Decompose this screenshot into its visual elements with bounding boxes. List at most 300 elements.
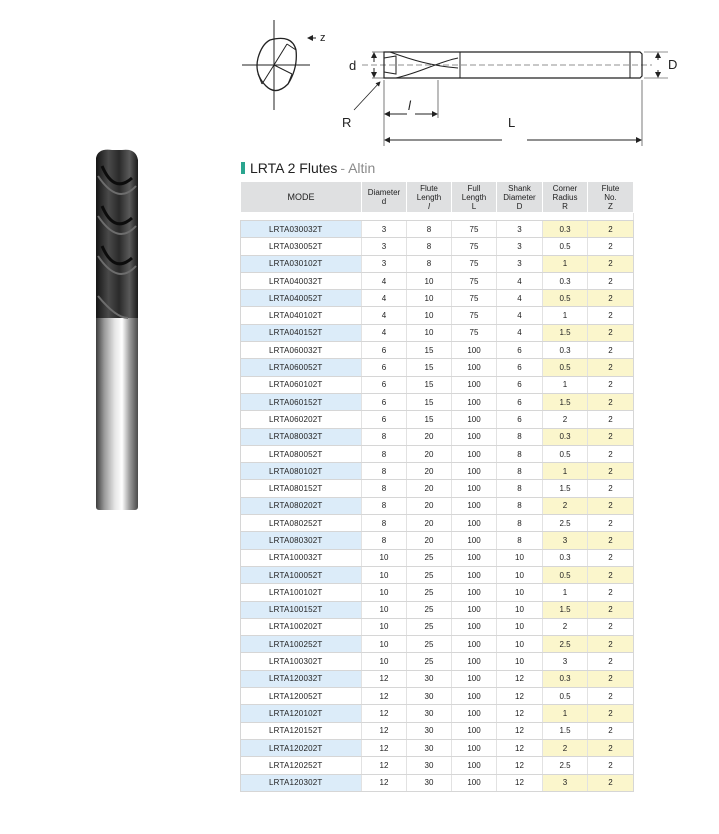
cell-corner-radius: 1.5 [543,601,588,618]
cell-diameter: 12 [362,688,407,705]
cell-full-length: 100 [452,445,497,462]
cell-shank-diameter: 12 [497,670,543,687]
table-row [241,480,634,497]
cell-diameter: 4 [362,324,407,341]
cell-flute-no: 2 [588,618,634,635]
cell-shank-diameter: 4 [497,272,543,289]
side-view-drawing [362,52,652,78]
cell-full-length: 100 [452,774,497,791]
cell-diameter: 10 [362,601,407,618]
cell-mode: LRTA040152T [241,324,362,341]
cell-shank-diameter: 6 [497,342,543,359]
cell-flute-no: 2 [588,255,634,272]
cell-shank-diameter: 6 [497,393,543,410]
cell-diameter: 6 [362,376,407,393]
cell-shank-diameter: 3 [497,238,543,255]
cell-corner-radius: 3 [543,532,588,549]
cell-flute-length: 30 [407,705,452,722]
cell-shank-diameter: 8 [497,515,543,532]
product-title [241,160,375,176]
cell-diameter: 10 [362,636,407,653]
table-row [241,688,634,705]
cell-corner-radius: 0.5 [543,359,588,376]
table-row [241,739,634,756]
cell-flute-length: 30 [407,757,452,774]
cell-mode: LRTA030102T [241,255,362,272]
cell-corner-radius: 0.3 [543,670,588,687]
cell-full-length: 75 [452,324,497,341]
table-row [241,497,634,514]
cell-flute-length: 20 [407,497,452,514]
cell-full-length: 75 [452,272,497,289]
cell-mode: LRTA080302T [241,532,362,549]
cell-flute-no: 2 [588,290,634,307]
cell-diameter: 12 [362,705,407,722]
cell-shank-diameter: 4 [497,324,543,341]
cell-full-length: 75 [452,238,497,255]
cell-mode: LRTA080152T [241,480,362,497]
cell-mode: LRTA120302T [241,774,362,791]
cell-diameter: 10 [362,584,407,601]
cell-flute-length: 25 [407,618,452,635]
cell-full-length: 100 [452,515,497,532]
header-corner-radius-line1: Corner [552,183,578,193]
cell-diameter: 8 [362,532,407,549]
cell-shank-diameter: 4 [497,290,543,307]
cell-diameter: 12 [362,722,407,739]
cell-mode: LRTA100302T [241,653,362,670]
table-row [241,290,634,307]
cell-flute-length: 20 [407,428,452,445]
cell-shank-diameter: 8 [497,480,543,497]
cell-flute-no: 2 [588,307,634,324]
cell-diameter: 10 [362,549,407,566]
table-row [241,272,634,289]
cell-shank-diameter: 3 [497,221,543,238]
table-row [241,653,634,670]
cell-flute-no: 2 [588,549,634,566]
cell-flute-length: 30 [407,688,452,705]
table-spacer-row [241,213,634,221]
cell-flute-no: 2 [588,584,634,601]
cell-flute-length: 10 [407,272,452,289]
cell-corner-radius: 2 [543,618,588,635]
cell-corner-radius: 2 [543,739,588,756]
header-shank-diameter-line1: Shank [508,183,531,193]
cell-mode: LRTA100032T [241,549,362,566]
cell-full-length: 100 [452,463,497,480]
cell-flute-length: 25 [407,653,452,670]
cell-flute-no: 2 [588,221,634,238]
shank-diameter-D-label: D [668,57,678,72]
cell-shank-diameter: 12 [497,688,543,705]
cell-diameter: 8 [362,428,407,445]
cell-corner-radius: 2 [543,497,588,514]
cell-full-length: 100 [452,688,497,705]
cell-full-length: 100 [452,411,497,428]
cell-corner-radius: 0.5 [543,445,588,462]
header-corner-radius-line2: Radius [552,192,578,202]
spec-table [240,181,634,792]
cell-shank-diameter: 10 [497,584,543,601]
header-flute-no-line2: No. [604,192,617,202]
cell-mode: LRTA080032T [241,428,362,445]
header-full-length-line2: Length [461,192,487,202]
cell-diameter: 12 [362,739,407,756]
cell-flute-no: 2 [588,757,634,774]
cell-flute-no: 2 [588,774,634,791]
cell-flute-length: 25 [407,601,452,618]
table-row [241,515,634,532]
table-row [241,221,634,238]
cell-flute-no: 2 [588,342,634,359]
table-row [241,342,634,359]
cell-diameter: 10 [362,566,407,583]
cell-flute-no: 2 [588,532,634,549]
cell-shank-diameter: 6 [497,359,543,376]
table-row [241,376,634,393]
cell-corner-radius: 0.3 [543,272,588,289]
cell-diameter: 3 [362,238,407,255]
table-row [241,307,634,324]
cell-shank-diameter: 8 [497,463,543,480]
cell-shank-diameter: 8 [497,428,543,445]
cell-full-length: 100 [452,566,497,583]
cell-flute-no: 2 [588,238,634,255]
cell-shank-diameter: 10 [497,601,543,618]
cell-flute-no: 2 [588,480,634,497]
cell-corner-radius: 1 [543,705,588,722]
cell-full-length: 75 [452,290,497,307]
cell-flute-no: 2 [588,722,634,739]
cell-mode: LRTA040052T [241,290,362,307]
cell-shank-diameter: 10 [497,618,543,635]
header-flute-no [588,182,634,213]
cell-corner-radius: 3 [543,653,588,670]
cell-shank-diameter: 10 [497,653,543,670]
corner-radius-R-label: R [342,115,352,130]
cell-diameter: 8 [362,445,407,462]
table-row [241,324,634,341]
header-flute-length-symbol: l [428,201,430,211]
cell-flute-length: 10 [407,307,452,324]
cell-corner-radius: 2.5 [543,636,588,653]
title-accent-bar [241,162,245,174]
full-length-L-label: L [508,115,516,130]
header-shank-diameter-line2: Diameter [503,192,536,202]
table-row [241,670,634,687]
cell-flute-length: 30 [407,774,452,791]
cell-full-length: 100 [452,636,497,653]
cell-flute-length: 15 [407,376,452,393]
table-row [241,445,634,462]
cell-diameter: 4 [362,272,407,289]
cell-flute-length: 25 [407,566,452,583]
cell-flute-no: 2 [588,705,634,722]
cell-mode: LRTA030052T [241,238,362,255]
cell-flute-no: 2 [588,359,634,376]
cell-diameter: 10 [362,618,407,635]
cell-full-length: 75 [452,255,497,272]
cell-flute-no: 2 [588,601,634,618]
cell-flute-length: 30 [407,739,452,756]
table-row [241,532,634,549]
cell-shank-diameter: 12 [497,774,543,791]
cell-mode: LRTA100202T [241,618,362,635]
cell-flute-no: 2 [588,463,634,480]
header-diameter-symbol: d [381,197,387,206]
cell-flute-length: 20 [407,463,452,480]
cell-flute-length: 25 [407,549,452,566]
cell-flute-no: 2 [588,428,634,445]
cell-corner-radius: 1 [543,584,588,601]
cell-flute-no: 2 [588,445,634,462]
cell-flute-length: 25 [407,636,452,653]
cell-flute-length: 20 [407,445,452,462]
cell-flute-length: 8 [407,255,452,272]
cell-corner-radius: 0.5 [543,566,588,583]
cell-mode: LRTA120152T [241,722,362,739]
diameter-d-label: d [349,58,357,73]
tool-dimension-diagram [232,14,678,146]
cell-full-length: 100 [452,480,497,497]
cell-shank-diameter: 8 [497,532,543,549]
cell-flute-length: 10 [407,290,452,307]
cell-diameter: 8 [362,463,407,480]
cell-diameter: 6 [362,411,407,428]
cell-shank-diameter: 10 [497,549,543,566]
cell-shank-diameter: 6 [497,411,543,428]
cell-flute-length: 20 [407,480,452,497]
cell-corner-radius: 0.3 [543,342,588,359]
cell-flute-no: 2 [588,411,634,428]
cell-full-length: 100 [452,376,497,393]
cell-full-length: 100 [452,618,497,635]
cell-diameter: 12 [362,757,407,774]
cell-full-length: 100 [452,670,497,687]
table-row [241,705,634,722]
cell-full-length: 100 [452,653,497,670]
cell-mode: LRTA080202T [241,497,362,514]
cell-flute-length: 20 [407,515,452,532]
cell-diameter: 3 [362,221,407,238]
cell-flute-no: 2 [588,739,634,756]
cell-mode: LRTA100052T [241,566,362,583]
cell-mode: LRTA100252T [241,636,362,653]
cell-shank-diameter: 10 [497,566,543,583]
cell-flute-no: 2 [588,653,634,670]
table-row [241,238,634,255]
cell-full-length: 100 [452,342,497,359]
cell-mode: LRTA060202T [241,411,362,428]
cell-flute-length: 20 [407,532,452,549]
cell-mode: LRTA080252T [241,515,362,532]
header-diameter-line1: Diameter [367,188,401,197]
header-shank-diameter-symbol: D [516,201,523,211]
table-row [241,757,634,774]
cell-mode: LRTA080052T [241,445,362,462]
cell-diameter: 6 [362,359,407,376]
cell-flute-length: 8 [407,221,452,238]
cell-flute-no: 2 [588,566,634,583]
header-flute-length [407,182,452,213]
header-full-length-symbol: L [471,201,477,211]
cell-full-length: 100 [452,393,497,410]
table-row [241,601,634,618]
cell-diameter: 12 [362,774,407,791]
cell-full-length: 100 [452,549,497,566]
cell-flute-length: 15 [407,393,452,410]
cell-corner-radius: 0.5 [543,688,588,705]
cell-mode: LRTA120202T [241,739,362,756]
cell-full-length: 100 [452,497,497,514]
cell-diameter: 3 [362,255,407,272]
cell-flute-no: 2 [588,636,634,653]
cell-shank-diameter: 12 [497,757,543,774]
cell-corner-radius: 1 [543,307,588,324]
table-row [241,463,634,480]
cell-flute-no: 2 [588,670,634,687]
cell-full-length: 100 [452,532,497,549]
cell-shank-diameter: 4 [497,307,543,324]
cell-flute-length: 10 [407,324,452,341]
cell-diameter: 8 [362,515,407,532]
table-row [241,722,634,739]
cell-corner-radius: 1 [543,255,588,272]
cell-flute-length: 30 [407,670,452,687]
cell-shank-diameter: 12 [497,739,543,756]
cell-mode: LRTA060152T [241,393,362,410]
cell-mode: LRTA030032T [241,221,362,238]
table-row [241,774,634,791]
cell-mode: LRTA100102T [241,584,362,601]
cell-full-length: 100 [452,584,497,601]
cell-full-length: 100 [452,428,497,445]
cell-shank-diameter: 12 [497,705,543,722]
cell-diameter: 6 [362,342,407,359]
header-flute-length-line2: Length [416,192,442,202]
cell-flute-no: 2 [588,272,634,289]
cell-full-length: 100 [452,757,497,774]
cell-corner-radius: 1 [543,376,588,393]
cell-mode: LRTA080102T [241,463,362,480]
cell-shank-diameter: 3 [497,255,543,272]
cell-flute-length: 30 [407,722,452,739]
end-view-drawing [242,20,310,110]
z-axis-label: z [320,32,326,44]
cell-diameter: 4 [362,290,407,307]
header-flute-no-symbol: Z [608,201,613,211]
cell-mode: LRTA100152T [241,601,362,618]
header-mode [241,182,362,213]
cell-shank-diameter: 8 [497,497,543,514]
cell-corner-radius: 1.5 [543,393,588,410]
header-corner-radius [543,182,588,213]
header-corner-radius-symbol: R [562,201,568,211]
cell-flute-no: 2 [588,688,634,705]
cell-shank-diameter: 10 [497,636,543,653]
header-diameter [362,182,407,213]
cell-corner-radius: 0.5 [543,238,588,255]
cell-corner-radius: 1.5 [543,324,588,341]
header-flute-length-line1: Flute [420,183,438,193]
table-row [241,428,634,445]
cell-diameter: 10 [362,653,407,670]
cell-flute-no: 2 [588,376,634,393]
cell-mode: LRTA060102T [241,376,362,393]
table-row [241,584,634,601]
spec-table-body [241,213,634,792]
cell-mode: LRTA120052T [241,688,362,705]
cell-corner-radius: 2 [543,411,588,428]
table-row [241,359,634,376]
cell-flute-length: 15 [407,411,452,428]
cell-diameter: 6 [362,393,407,410]
table-row [241,411,634,428]
cell-flute-length: 15 [407,359,452,376]
cell-mode: LRTA040032T [241,272,362,289]
cell-corner-radius: 1.5 [543,480,588,497]
cell-full-length: 75 [452,221,497,238]
cell-flute-no: 2 [588,324,634,341]
cell-flute-no: 2 [588,515,634,532]
cell-shank-diameter: 8 [497,445,543,462]
cell-shank-diameter: 6 [497,376,543,393]
header-full-length-line1: Full [467,183,481,193]
cell-corner-radius: 1 [543,463,588,480]
cell-corner-radius: 0.5 [543,290,588,307]
cell-full-length: 100 [452,601,497,618]
cell-corner-radius: 3 [543,774,588,791]
header-mode-label: MODE [287,191,315,202]
header-shank-diameter [497,182,543,213]
cell-flute-no: 2 [588,393,634,410]
cell-mode: LRTA120102T [241,705,362,722]
cell-flute-no: 2 [588,497,634,514]
cell-diameter: 12 [362,670,407,687]
end-mill-product-image [88,146,144,512]
table-row [241,566,634,583]
cell-mode: LRTA040102T [241,307,362,324]
table-row [241,393,634,410]
flute-length-l-label: l [408,98,411,113]
cell-full-length: 100 [452,705,497,722]
cell-corner-radius: 0.3 [543,428,588,445]
cell-shank-diameter: 12 [497,722,543,739]
table-row [241,549,634,566]
cell-diameter: 8 [362,497,407,514]
cell-full-length: 100 [452,739,497,756]
cell-mode: LRTA120252T [241,757,362,774]
cell-full-length: 100 [452,359,497,376]
cell-diameter: 8 [362,480,407,497]
cell-corner-radius: 0.3 [543,549,588,566]
cell-corner-radius: 1.5 [543,722,588,739]
title-coating: Altin [348,160,376,176]
table-row [241,636,634,653]
cell-flute-length: 25 [407,584,452,601]
cell-full-length: 100 [452,722,497,739]
cell-mode: LRTA120032T [241,670,362,687]
cell-mode: LRTA060032T [241,342,362,359]
title-separator: - [340,160,346,176]
cell-mode: LRTA060052T [241,359,362,376]
cell-full-length: 75 [452,307,497,324]
header-flute-no-line1: Flute [601,183,620,193]
cell-corner-radius: 2.5 [543,757,588,774]
table-header-row [241,182,634,213]
table-row [241,255,634,272]
